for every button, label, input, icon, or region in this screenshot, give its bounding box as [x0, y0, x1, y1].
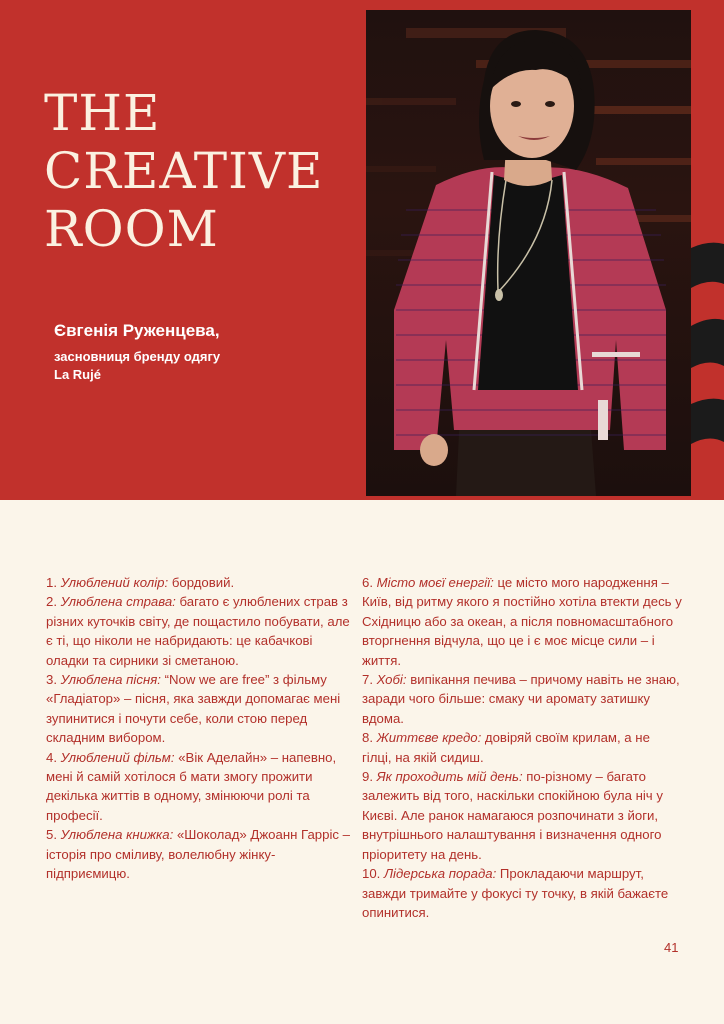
qa-answer: бордовий. [171, 575, 235, 590]
title-line-3: ROOM [44, 200, 219, 258]
qa-item-3 [46, 670, 358, 748]
qa-number: 9. [362, 769, 373, 785]
qa-left-column [46, 573, 358, 884]
decorative-stripes [691, 236, 724, 450]
qa-answer: це місто мого народження – Київ, від ритму якого я постійно хотіла втекти десь у Східницю або за океан, а після повномасштабного вторгнення відчула, що це і є моє місце сили – і життя. [362, 575, 682, 668]
qa-question: Місто моєї енергії: [376, 575, 494, 590]
qa-item-2 [46, 592, 358, 670]
qa-item-6 [362, 573, 682, 670]
qa-question: Улюблена страва: [60, 594, 176, 610]
qa-answer: випікання печива – причому навіть не знаю, заради чого більше: смаку чи аромату затишку вдома. [362, 672, 680, 726]
qa-number: 1. [46, 575, 57, 590]
qa-item-8 [362, 728, 682, 767]
qa-answer: багато є улюблених страв з різних куточків світу, де пощастило побувати, але є ті, що ніколи не набридають: це кабачкові оладки та сирники зі сметаною. [46, 594, 350, 668]
qa-question: Улюблений колір: [60, 575, 169, 590]
qa-item-10 [362, 864, 682, 922]
portrait-illustration [366, 10, 691, 496]
qa-item-1 [46, 573, 358, 592]
qa-item-5 [46, 825, 358, 883]
qa-answer: Прокладаючи маршрут, завжди тримайте у фокусі ту точку, в якій бажаєте опинитися. [362, 866, 669, 920]
qa-right-column [362, 573, 682, 922]
qa-question: Улюблена пісня: [60, 672, 161, 688]
portrait-photo [366, 10, 691, 496]
qa-item-4 [46, 748, 358, 826]
qa-item-7 [362, 670, 682, 728]
page-number: 41 [664, 940, 679, 955]
title-line-1: THE [44, 84, 161, 142]
person-caption [54, 320, 220, 384]
qa-number: 6. [362, 575, 373, 590]
qa-answer: по-різному – багато залежить від того, наскільки спокійною була ніч у Києві. Але ранок намагаюся розпочинати з йоги, внутрішнього налаштування і визначення одного пріоритету на день. [362, 769, 663, 862]
qa-answer: довіряй своїм крилам, а не гілці, на якій сидиш. [362, 730, 650, 765]
qa-number: 4. [46, 749, 57, 765]
qa-question: Як проходить мій день: [376, 769, 523, 785]
qa-item-9 [362, 767, 682, 864]
qa-answer: “Now we are free” з фільму «Гладіатор» – пісня, яка завжди допомагає мені зупинитися і почути себе, коли стою перед складним вибором. [46, 672, 341, 746]
qa-number: 10. [362, 866, 381, 882]
title-line-2: CREATIVE [44, 142, 324, 200]
person-role-line-1: засновниця бренду одягу [54, 349, 221, 364]
qa-question: Лідерська порада: [384, 866, 497, 882]
qa-question: Улюблена книжка: [60, 827, 174, 843]
qa-number: 7. [362, 672, 373, 688]
qa-number: 5. [46, 827, 57, 843]
hero-banner [0, 0, 724, 500]
qa-question: Улюблений фільм: [60, 749, 175, 765]
qa-question: Життєве кредо: [376, 730, 482, 746]
page-title [44, 84, 323, 258]
qa-number: 2. [46, 594, 57, 610]
qa-number: 3. [46, 672, 57, 688]
qa-number: 8. [362, 730, 373, 746]
qa-answer: «Вік Аделайн» – напевно, мені й самій хотілося б мати змогу прожити декілька життів в одному, змінюючи ролі та професії. [46, 749, 337, 823]
person-name: Євгенія Руженцева, [54, 321, 220, 340]
qa-answer: «Шоколад» Джоанн Гарріс – історія про сміливу, волелюбну жінку-підприємицю. [46, 827, 350, 882]
qa-question: Хобі: [376, 672, 407, 688]
person-role-line-2: La Rujé [54, 367, 101, 382]
